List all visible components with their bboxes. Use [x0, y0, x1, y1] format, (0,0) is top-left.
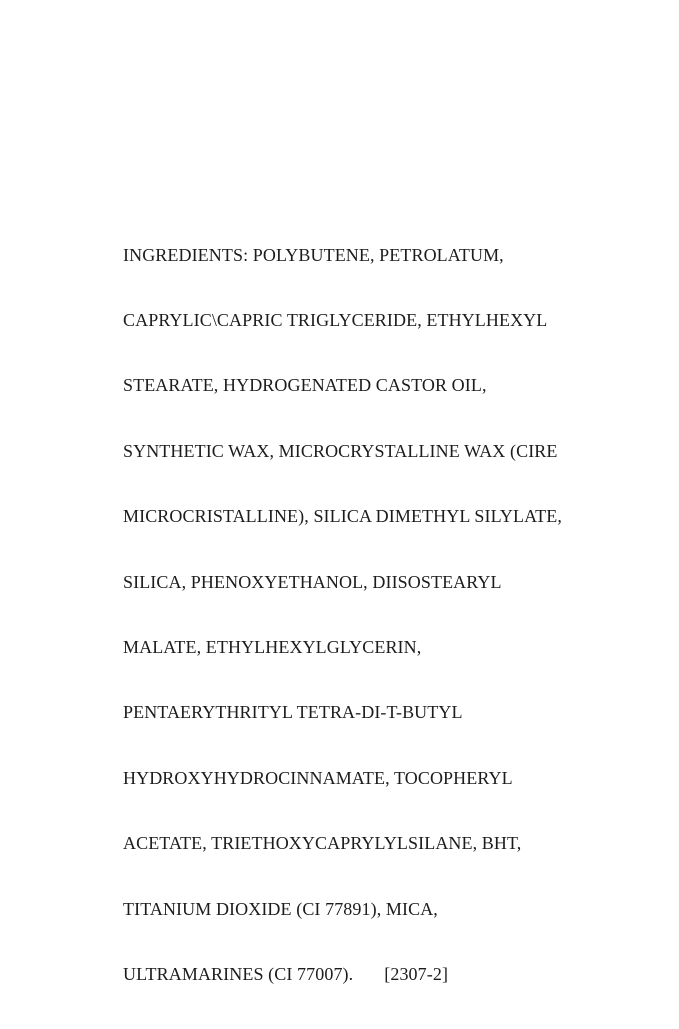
ingredients-line-text: ULTRAMARINES (CI 77007).	[123, 963, 354, 984]
ingredients-line: INGREDIENTS: POLYBUTENE, PETROLATUM,	[123, 244, 504, 265]
ingredients-line: CAPRYLIC\CAPRIC TRIGLYCERIDE, ETHYLHEXYL	[123, 309, 548, 330]
ingredients-line: PENTAERYTHRITYL TETRA-DI-T-BUTYL	[123, 702, 463, 723]
ingredients-line: TITANIUM DIOXIDE (CI 77891), MICA,	[123, 898, 438, 919]
ingredients-line-last	[123, 964, 573, 986]
ingredients-line: MALATE, ETHYLHEXYLGLYCERIN,	[123, 636, 422, 657]
ingredients-line: HYDROXYHYDROCINNAMATE, TOCOPHERYL	[123, 767, 513, 788]
ingredients-line: SYNTHETIC WAX, MICROCRYSTALLINE WAX (CIRE	[123, 440, 558, 461]
ingredients-line: ACETATE, TRIETHOXYCAPRYLYLSILANE, BHT,	[123, 833, 522, 854]
ingredients-line: MICROCRISTALLINE), SILICA DIMETHYL SILYLATE,	[123, 506, 562, 527]
ingredients-line: STEARATE, HYDROGENATED CASTOR OIL,	[123, 375, 487, 396]
ingredients-list	[123, 201, 573, 1029]
batch-code: [2307-2]	[384, 963, 449, 984]
ingredients-line: SILICA, PHENOXYETHANOL, DIISOSTEARYL	[123, 571, 502, 592]
